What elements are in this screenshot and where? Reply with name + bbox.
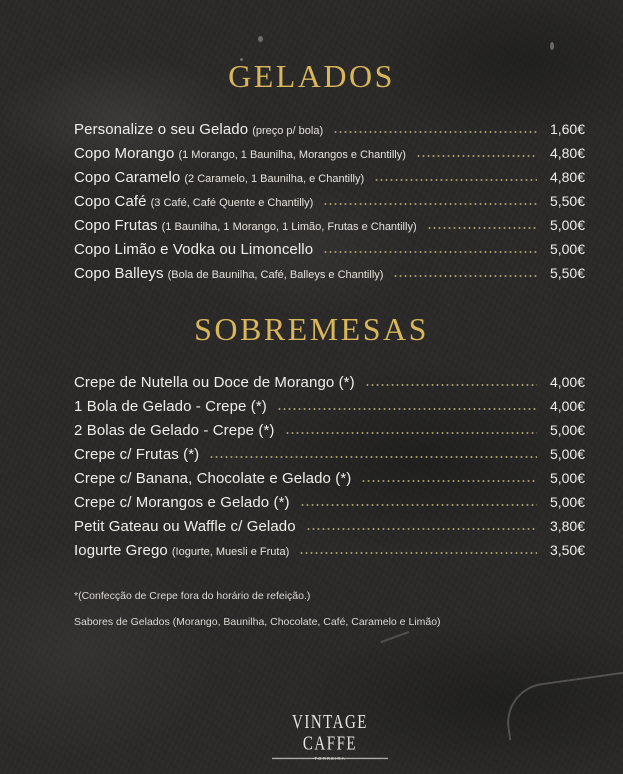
section-title-sobremesas: SOBREMESAS bbox=[194, 311, 429, 347]
item-price: 5,00€ bbox=[549, 422, 585, 438]
menu-item bbox=[74, 213, 585, 237]
dotted-leader bbox=[374, 179, 537, 181]
item-name: Iogurte Grego bbox=[74, 542, 168, 559]
item-price: 4,00€ bbox=[549, 374, 585, 390]
dotted-leader bbox=[365, 384, 537, 386]
logo-name: VINTAGE CAFFE bbox=[272, 712, 388, 759]
item-price: 4,00€ bbox=[549, 398, 585, 414]
menu-item bbox=[74, 117, 585, 141]
item-name: 2 Bolas de Gelado - Crepe (*) bbox=[74, 422, 275, 439]
item-name: Copo Café bbox=[74, 193, 147, 210]
item-description: (1 Baunilha, 1 Morango, 1 Limão, Frutas e Chantilly) bbox=[161, 221, 417, 233]
section-title-gelados: GELADOS bbox=[228, 58, 395, 94]
item-name: 1 Bola de Gelado - Crepe (*) bbox=[74, 398, 267, 415]
menu-item bbox=[74, 165, 585, 189]
crepe-footnote: *(Confecção de Crepe fora do horário de refeição.) bbox=[74, 590, 311, 602]
sobremesas-menu-list bbox=[74, 370, 585, 562]
menu-item bbox=[74, 442, 585, 466]
stone-speck-decoration bbox=[258, 36, 263, 42]
item-price: 3,50€ bbox=[549, 542, 585, 558]
flavors-footnote: Sabores de Gelados (Morango, Baunilha, Chocolate, Café, Caramelo e Limão) bbox=[74, 616, 441, 628]
item-price: 1,60€ bbox=[549, 121, 585, 137]
menu-item bbox=[74, 261, 585, 285]
item-name: Copo Caramelo bbox=[74, 169, 181, 186]
item-name: Personalize o seu Gelado bbox=[74, 121, 249, 138]
vintage-caffe-logo bbox=[272, 711, 388, 761]
menu-item bbox=[74, 141, 585, 165]
item-price: 5,00€ bbox=[549, 470, 585, 486]
dotted-leader bbox=[209, 456, 537, 458]
item-name: Crepe c/ Banana, Chocolate e Gelado (*) bbox=[74, 470, 352, 487]
menu-item bbox=[74, 490, 585, 514]
dotted-leader bbox=[299, 552, 537, 554]
dotted-leader bbox=[300, 504, 537, 506]
item-description: (Bola de Baunilha, Café, Balleys e Chantilly) bbox=[167, 269, 384, 281]
item-description: (2 Caramelo, 1 Baunilha, e Chantilly) bbox=[184, 173, 365, 185]
item-price: 5,00€ bbox=[549, 446, 585, 462]
item-description: (3 Café, Café Quente e Chantilly) bbox=[150, 197, 314, 209]
stone-crack-decoration bbox=[502, 672, 623, 740]
item-price: 5,50€ bbox=[549, 193, 585, 209]
item-name: Copo Balleys bbox=[74, 265, 164, 282]
dotted-leader bbox=[323, 203, 537, 205]
menu-item bbox=[74, 370, 585, 394]
dotted-leader bbox=[427, 227, 537, 229]
item-name: Copo Limão e Vodka ou Limoncello bbox=[74, 241, 314, 258]
dotted-leader bbox=[323, 251, 537, 253]
item-price: 5,00€ bbox=[549, 217, 585, 233]
item-name: Copo Frutas bbox=[74, 217, 158, 234]
gelados-menu-list bbox=[74, 117, 585, 285]
menu-item bbox=[74, 189, 585, 213]
item-price: 4,80€ bbox=[549, 145, 585, 161]
item-price: 3,80€ bbox=[549, 518, 585, 534]
item-name: Copo Morango bbox=[74, 145, 175, 162]
menu-item bbox=[74, 466, 585, 490]
item-description: (Iogurte, Muesli e Fruta) bbox=[171, 546, 290, 558]
menu-item bbox=[74, 394, 585, 418]
menu-item bbox=[74, 538, 585, 562]
dotted-leader bbox=[333, 131, 537, 133]
stone-speck-decoration bbox=[550, 42, 554, 50]
dotted-leader bbox=[361, 480, 537, 482]
dotted-leader bbox=[285, 432, 538, 434]
dotted-leader bbox=[393, 275, 537, 277]
menu-item bbox=[74, 418, 585, 442]
item-name: Crepe de Nutella ou Doce de Morango (*) bbox=[74, 374, 355, 391]
dotted-leader bbox=[306, 528, 537, 530]
footnotes bbox=[74, 590, 441, 642]
dotted-leader bbox=[416, 155, 537, 157]
item-price: 4,80€ bbox=[549, 169, 585, 185]
item-name: Crepe c/ Frutas (*) bbox=[74, 446, 200, 463]
item-description: (preço p/ bola) bbox=[252, 125, 324, 137]
item-price: 5,00€ bbox=[549, 241, 585, 257]
item-description: (1 Morango, 1 Baunilha, Morangos e Chantilly) bbox=[178, 149, 406, 161]
item-name: Petit Gateau ou Waffle c/ Gelado bbox=[74, 518, 296, 535]
menu-item bbox=[74, 237, 585, 261]
item-price: 5,50€ bbox=[549, 265, 585, 281]
logo-subtitle: TORREIRA bbox=[314, 756, 346, 761]
item-price: 5,00€ bbox=[549, 494, 585, 510]
dotted-leader bbox=[277, 408, 537, 410]
menu-item bbox=[74, 514, 585, 538]
item-name: Crepe c/ Morangos e Gelado (*) bbox=[74, 494, 290, 511]
